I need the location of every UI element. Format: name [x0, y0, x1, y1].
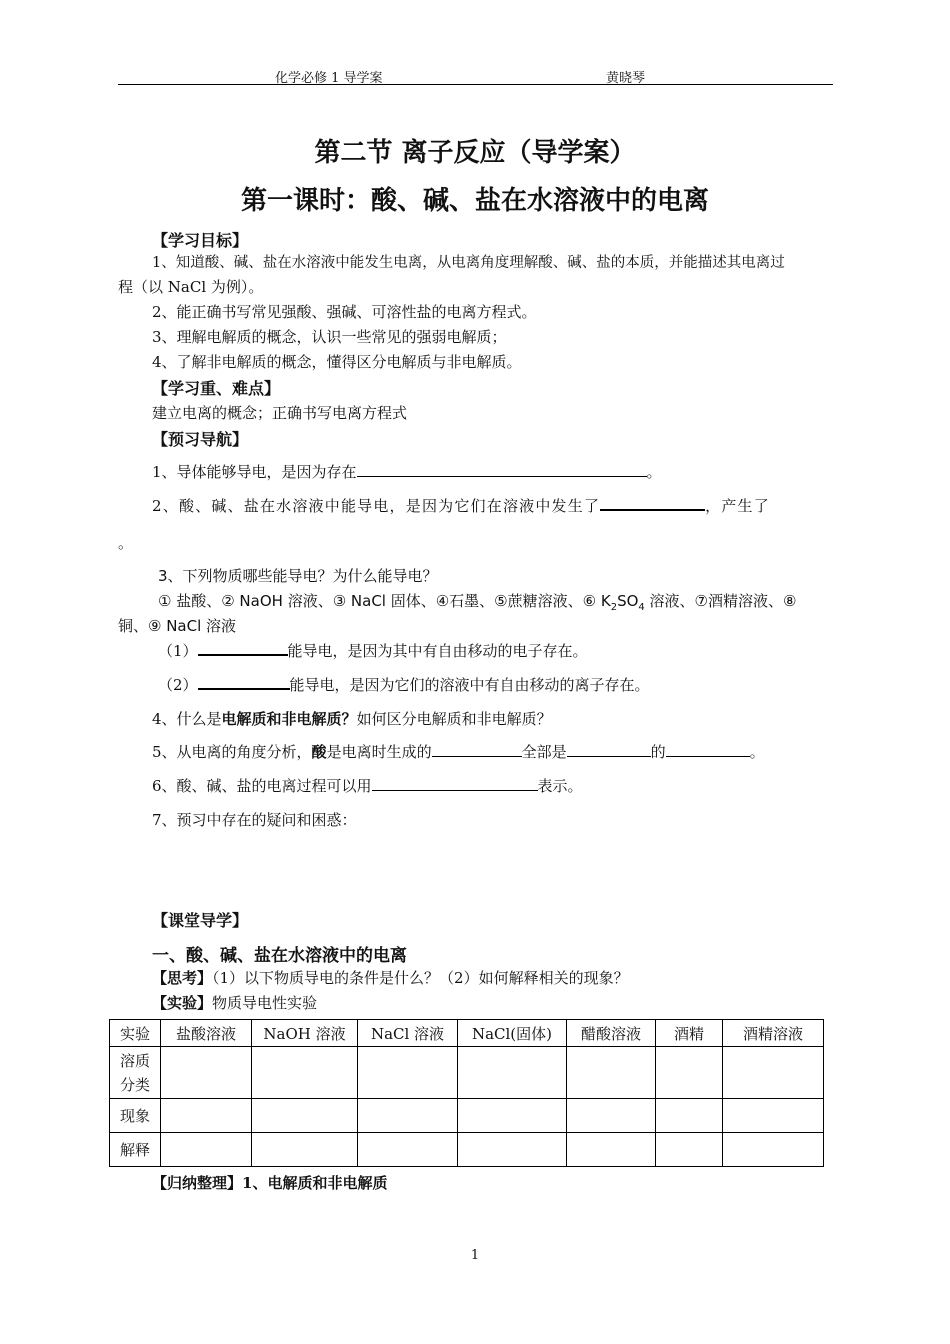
q3b-text: 能导电，是因为它们的溶液中有自由移动的离子存在。	[289, 676, 650, 694]
think-line	[152, 967, 629, 988]
q5-mid2: 全部是	[521, 743, 567, 761]
objective-1-line2: 程（以 NaCl 为例）。	[118, 278, 264, 296]
table-header-cell: NaOH 溶液	[252, 1020, 358, 1047]
q3a-text: 能导电，是因为其中有自由移动的电子存在。	[287, 642, 588, 660]
q1-end: 。	[646, 463, 662, 481]
q3a-label: （1）	[158, 642, 198, 660]
conductivity-table	[109, 1019, 824, 1167]
key-points-heading: 【学习重、难点】	[152, 379, 281, 398]
table-cell[interactable]	[252, 1099, 358, 1133]
q6-prefix: 6、酸、碱、盐的电离过程可以用	[152, 777, 372, 795]
table-cell[interactable]	[358, 1133, 458, 1167]
q5-blank-2[interactable]	[567, 756, 651, 757]
preview-q1	[152, 461, 662, 482]
table-cell[interactable]	[458, 1099, 567, 1133]
objective-1-line1: 1、知道酸、碱、盐在水溶液中能发生电离，从电离角度理解酸、碱、盐的本质，并能描述其电离过	[152, 255, 785, 271]
q4-prefix: 4、什么是	[152, 710, 222, 728]
q4-suffix: 如何区分电解质和非电解质？	[356, 710, 552, 728]
q3-sub-4: 4	[638, 602, 645, 613]
q2-text: 2、酸、碱、盐在水溶液中能导电，是因为它们在溶液中发生了	[152, 497, 601, 515]
table-cell[interactable]	[458, 1133, 567, 1167]
key-points-text: 建立电离的概念；正确书写电离方程式	[152, 404, 408, 422]
q1-text: 1、导体能够导电，是因为存在	[152, 463, 357, 481]
experiment-label: 【实验】	[152, 994, 213, 1012]
experiment-text: 物质导电性实验	[212, 994, 318, 1012]
q6-suffix: 表示。	[537, 777, 583, 795]
objective-2: 2、能正确书写常见强酸、强碱、可溶性盐的电离方程式。	[152, 303, 537, 321]
page-subtitle: 第一课时：酸、碱、盐在水溶液中的电离	[240, 186, 709, 216]
table-cell[interactable]	[458, 1047, 567, 1099]
row-label-line: 溶质	[120, 1051, 151, 1070]
section-1-heading: 一、酸、碱、盐在水溶液中的电离	[152, 946, 407, 966]
table-header-cell: NaCl(固体)	[458, 1020, 567, 1047]
table-header-cell: 酒精	[656, 1020, 723, 1047]
row-label-line: 分类	[120, 1075, 151, 1094]
table-header-cell: 醋酸溶液	[567, 1020, 656, 1047]
row-label-explanation: 解释	[110, 1133, 161, 1167]
q3-answer-1	[158, 640, 588, 661]
table-header-cell: NaCl 溶液	[358, 1020, 458, 1047]
table-row	[110, 1133, 824, 1167]
q5-blank-1[interactable]	[432, 756, 522, 757]
q2-blank[interactable]	[600, 509, 705, 511]
table-cell[interactable]	[656, 1133, 723, 1167]
table-cell[interactable]	[723, 1133, 824, 1167]
table-header-cell: 酒精溶液	[723, 1020, 824, 1047]
table-header-row	[110, 1020, 824, 1047]
table-cell[interactable]	[358, 1099, 458, 1133]
q3-list-line1	[158, 590, 796, 613]
table-cell[interactable]	[567, 1047, 656, 1099]
q1-blank[interactable]	[357, 476, 647, 477]
q3-answer-2	[158, 674, 650, 695]
q3a-blank[interactable]	[198, 654, 288, 656]
table-cell[interactable]	[567, 1099, 656, 1133]
q3b-blank[interactable]	[198, 688, 290, 690]
q3-list-line2: 铜、⑨ NaCl 溶液	[118, 617, 237, 635]
q3-list-part-b: SO	[617, 592, 639, 610]
q6-blank[interactable]	[372, 790, 538, 791]
think-text: （1）以下物质导电的条件是什么？（2）如何解释相关的现象？	[212, 969, 629, 987]
think-label: 【思考】	[152, 969, 213, 987]
objective-3: 3、理解电解质的概念，认识一些常见的强弱电解质；	[152, 328, 507, 346]
q5-blank-3[interactable]	[666, 756, 750, 757]
classroom-heading: 【课堂导学】	[152, 911, 249, 930]
experiment-line	[152, 992, 317, 1013]
table-cell[interactable]	[656, 1099, 723, 1133]
preview-q5	[152, 741, 765, 762]
objectives-heading: 【学习目标】	[152, 231, 249, 250]
q5-mid3: 的	[650, 743, 666, 761]
table-cell[interactable]	[161, 1133, 252, 1167]
q3-list-part-a: ① 盐酸、② NaOH 溶液、③ NaCl 固体、④石墨、⑤蔗糖溶液、⑥ K	[158, 592, 611, 610]
table-row	[110, 1047, 824, 1099]
preview-q2	[152, 495, 832, 516]
summary-heading: 【归纳整理】1、电解质和非电解质	[152, 1174, 388, 1192]
preview-q7: 7、预习中存在的疑问和困惑：	[152, 811, 357, 829]
header-author: 黄晓琴	[606, 71, 646, 86]
q2-end: 。	[118, 534, 134, 552]
table-cell[interactable]	[567, 1133, 656, 1167]
table-cell[interactable]	[656, 1047, 723, 1099]
table-cell[interactable]	[252, 1047, 358, 1099]
table-cell[interactable]	[358, 1047, 458, 1099]
preview-q4	[152, 708, 552, 729]
page-number: 1	[470, 1248, 480, 1263]
q5-bold: 酸	[311, 743, 327, 761]
row-label-phenomenon: 现象	[110, 1099, 161, 1133]
q5-prefix: 5、从电离的角度分析，	[152, 743, 312, 761]
table-cell[interactable]	[252, 1133, 358, 1167]
q5-mid1: 是电离时生成的	[326, 743, 432, 761]
q2-suffix: ，产生了	[705, 497, 770, 515]
q4-bold: 电解质和非电解质？	[221, 710, 357, 728]
preview-q6	[152, 775, 583, 796]
q3b-label: （2）	[158, 676, 198, 694]
q5-end: 。	[749, 743, 765, 761]
preview-heading: 【预习导航】	[152, 430, 249, 449]
table-header-cell: 盐酸溶液	[161, 1020, 252, 1047]
page-title: 第二节 离子反应（导学案）	[314, 138, 636, 168]
header-course: 化学必修 1 导学案	[275, 71, 383, 86]
table-cell[interactable]	[723, 1099, 824, 1133]
objective-4: 4、了解非电解质的概念，懂得区分电解质与非电解质。	[152, 353, 522, 371]
q3-sub-2: 2	[610, 602, 618, 613]
table-header-cell: 实验	[110, 1020, 161, 1047]
table-cell[interactable]	[161, 1099, 252, 1133]
table-cell[interactable]	[161, 1047, 252, 1099]
row-label-solute-class	[110, 1047, 161, 1099]
table-cell[interactable]	[723, 1047, 824, 1099]
q3-list-part-c: 溶液、⑦酒精溶液、⑧	[644, 592, 797, 610]
preview-q3: 3、下列物质哪些能导电？为什么能导电？	[158, 567, 438, 585]
header-rule	[118, 84, 833, 85]
table-row	[110, 1099, 824, 1133]
